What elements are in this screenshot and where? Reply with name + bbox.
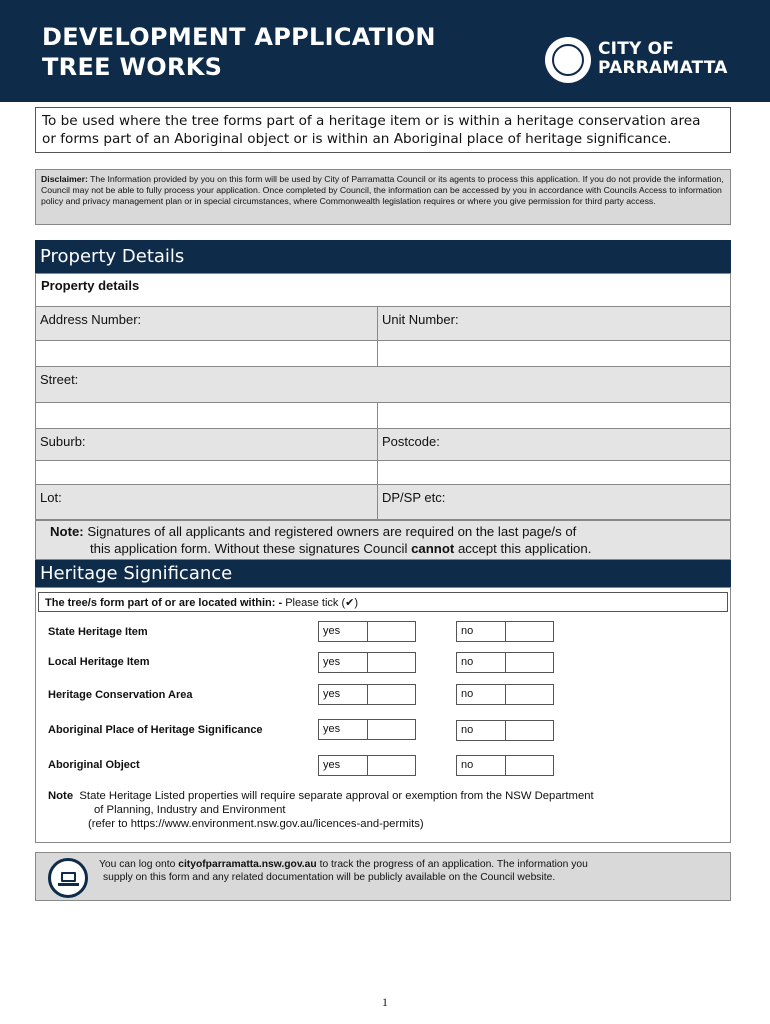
heritage-item-label: State Heritage Item <box>48 626 148 638</box>
no-label: no <box>461 724 474 736</box>
screen-shape <box>61 872 76 882</box>
no-checkbox[interactable] <box>505 652 554 673</box>
no-label: no <box>461 656 474 668</box>
no-label: no <box>461 688 474 700</box>
heritage-item-label: Aboriginal Place of Heritage Significance <box>48 724 263 736</box>
info-text <box>99 858 719 884</box>
yes-checkbox[interactable] <box>367 755 416 776</box>
suburb-label-row <box>36 428 730 460</box>
yes-label: yes <box>323 759 341 771</box>
tick-heading-text: The tree/s form part of or are located within: - <box>45 597 283 609</box>
dpsp-label[interactable]: DP/SP etc: <box>378 484 730 519</box>
signature-note-label: Note: <box>50 524 84 539</box>
yes-checkbox[interactable] <box>367 684 416 705</box>
council-logo-text <box>598 40 728 78</box>
signature-note <box>35 520 731 560</box>
no-checkbox[interactable] <box>505 720 554 741</box>
unit-number-field[interactable] <box>378 340 730 366</box>
disclaimer-box <box>35 169 731 225</box>
address-number-label: Address Number: <box>36 306 378 340</box>
aboriginal-place-yes[interactable] <box>318 719 416 740</box>
disclaimer-text: The Information provided by you on this form will be used by City of Parramatta Council or its agents to process this application. If you do not provide the information, Council may not be able to fully process your application. Once completed by Council, the information can be accessed by you in accordance with Councils Access to information policy and privacy management plan or in special circumstances, where Commonwealth legislation requires or where you give permission for third party access. <box>41 174 724 207</box>
signature-note-line-2 <box>50 541 722 558</box>
signature-note-line-1: Signatures of all applicants and registered owners are required on the last page/s of <box>87 524 577 539</box>
logo-text-line-1: CITY OF <box>598 39 675 59</box>
yes-label: yes <box>323 625 341 637</box>
page-number: 1 <box>382 995 388 1009</box>
conservation-area-yes[interactable] <box>318 684 416 705</box>
no-checkbox[interactable] <box>505 755 554 776</box>
local-heritage-no[interactable] <box>456 652 554 673</box>
property-details-label: Property details <box>41 278 140 293</box>
heritage-note <box>48 789 728 831</box>
tick-hint: Please tick (✔) <box>285 597 359 609</box>
suburb-label: Suburb: <box>36 428 378 460</box>
address-label-row <box>36 306 730 340</box>
tick-heading <box>38 592 728 612</box>
signature-note-line-2-start: this application form. Without these signatures Council <box>90 540 408 556</box>
info-text-middle: to track the progress of an application. The information you <box>319 859 588 870</box>
unit-number-label: Unit Number: <box>378 306 730 340</box>
postcode-label: Postcode: <box>378 428 730 460</box>
state-heritage-no[interactable] <box>456 621 554 642</box>
council-logo-icon <box>545 37 591 83</box>
suburb-field[interactable] <box>36 460 378 484</box>
no-label: no <box>461 625 474 637</box>
street-label: Street: <box>36 366 730 402</box>
property-details-heading: Property Details <box>35 240 731 273</box>
conservation-area-no[interactable] <box>456 684 554 705</box>
website-link[interactable]: cityofparramatta.nsw.gov.au <box>178 859 317 870</box>
heritage-note-line-2: of Planning, Industry and Environment <box>94 804 286 816</box>
heritage-item-label: Heritage Conservation Area <box>48 689 193 701</box>
yes-label: yes <box>323 656 341 668</box>
heritage-significance-heading: Heritage Significance <box>35 560 731 587</box>
postcode-field[interactable] <box>378 460 730 484</box>
aboriginal-object-no[interactable] <box>456 755 554 776</box>
heritage-item-label: Local Heritage Item <box>48 656 150 668</box>
signature-note-emphasis: cannot <box>411 540 455 556</box>
computer-icon <box>48 858 88 898</box>
yes-checkbox[interactable] <box>367 719 416 740</box>
no-checkbox[interactable] <box>505 684 554 705</box>
heritage-note-link: (refer to https://www.environment.nsw.gov.au/licences-and-permits) <box>88 818 424 830</box>
street-label-row <box>36 366 730 402</box>
screen-base-shape <box>58 883 79 886</box>
intro-line-2: or forms part of an Aboriginal object or is within an Aboriginal place of heritage significance. <box>42 131 672 147</box>
aboriginal-object-yes[interactable] <box>318 755 416 776</box>
form-title-line-2: TREE WORKS <box>42 53 223 81</box>
property-details-form <box>35 273 731 520</box>
heritage-form <box>35 587 731 843</box>
yes-label: yes <box>323 723 341 735</box>
signature-note-line-2-end: accept this application. <box>457 540 592 556</box>
street-field[interactable] <box>36 402 378 428</box>
page-header <box>0 0 770 102</box>
yes-checkbox[interactable] <box>367 621 416 642</box>
disclaimer-label: Disclaimer: <box>41 174 88 184</box>
info-box <box>35 852 731 901</box>
street-field-right[interactable] <box>378 402 730 428</box>
street-input-row <box>36 402 730 428</box>
heritage-item-label: Aboriginal Object <box>48 759 140 771</box>
local-heritage-yes[interactable] <box>318 652 416 673</box>
intro-box <box>35 107 731 153</box>
logo-emblem <box>552 44 584 76</box>
form-title-line-1: DEVELOPMENT APPLICATION <box>42 23 436 51</box>
info-text-line-2: supply on this form and any related documentation will be publicly available on the Council website. <box>103 872 556 883</box>
lot-label[interactable]: Lot: <box>36 484 378 519</box>
intro-line-1: To be used where the tree forms part of a heritage item or is within a heritage conservation area <box>42 113 701 129</box>
info-text-start: You can log onto <box>99 859 176 870</box>
yes-label: yes <box>323 688 341 700</box>
address-input-row <box>36 340 730 366</box>
heritage-note-line-1: State Heritage Listed properties will require separate approval or exemption from the NSW Department <box>79 790 594 802</box>
no-label: no <box>461 759 474 771</box>
no-checkbox[interactable] <box>505 621 554 642</box>
yes-checkbox[interactable] <box>367 652 416 673</box>
heritage-note-label: Note <box>48 790 74 802</box>
logo-text-line-2: PARRAMATTA <box>598 58 728 78</box>
suburb-input-row <box>36 460 730 484</box>
form-title <box>42 22 436 82</box>
aboriginal-place-no[interactable] <box>456 720 554 741</box>
state-heritage-yes[interactable] <box>318 621 416 642</box>
address-number-field[interactable] <box>36 340 378 366</box>
lot-row <box>36 484 730 519</box>
